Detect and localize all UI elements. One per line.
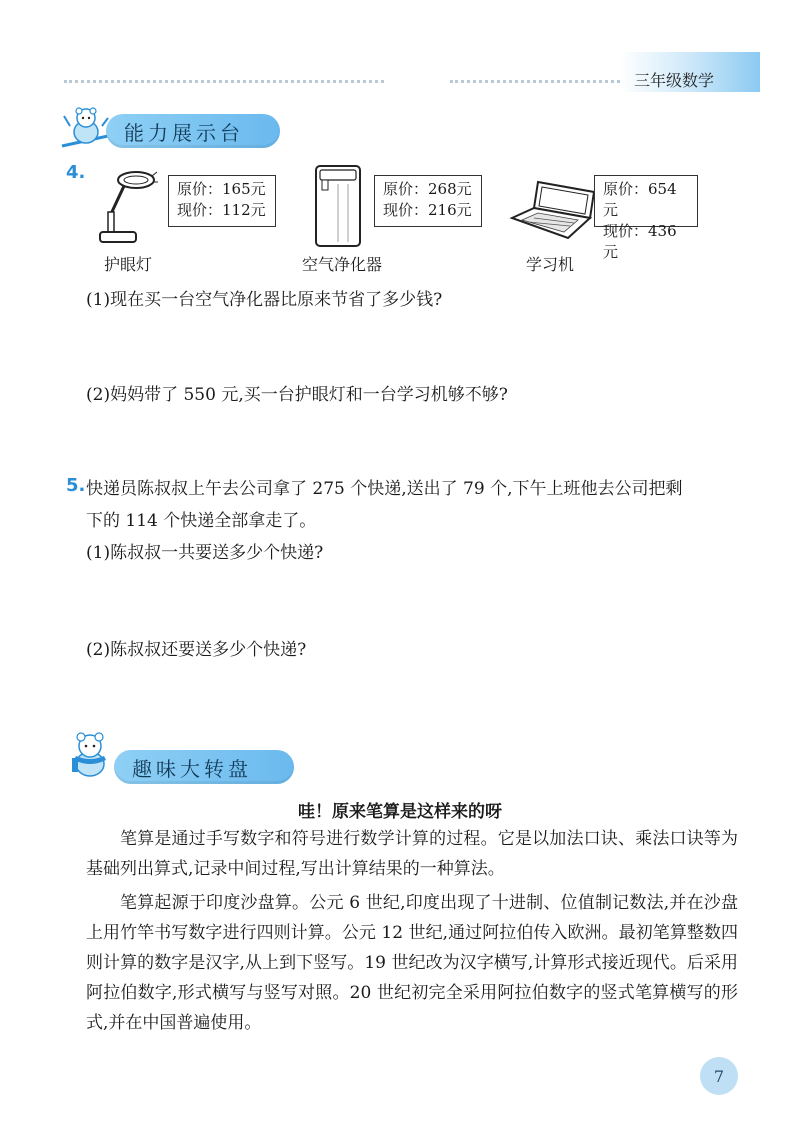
q4-sub-question-2: (2)妈妈带了 550 元,买一台护眼灯和一台学习机够不够? xyxy=(86,385,508,405)
story-paragraph-1: 笔算是通过手写数字和符号进行数学计算的过程。它是以加法口诀、乘法口诀等为基础列出算式,记录中间过程,写出计算结果的一种算法。 xyxy=(86,829,738,879)
price-original-purifier: 原价：268元 xyxy=(383,180,472,198)
question-number-5: 5. xyxy=(66,475,86,496)
price-current-learning-machine: 现价：436元 xyxy=(603,222,677,261)
q5-stem-line-2: 下的 114 个快递全部拿走了。 xyxy=(86,511,317,531)
price-box-purifier xyxy=(374,175,482,227)
laptop-icon xyxy=(508,178,598,244)
section-title-fun: 趣味大转盘 xyxy=(132,756,252,781)
product-label-lamp: 护眼灯 xyxy=(104,255,153,274)
header-dotted-rule-right xyxy=(450,80,620,83)
price-box-lamp xyxy=(168,175,276,227)
header-dotted-rule-left xyxy=(64,80,384,83)
air-purifier-icon xyxy=(312,162,364,250)
price-original-learning-machine: 原价：654元 xyxy=(603,180,677,219)
product-label-purifier: 空气净化器 xyxy=(302,255,383,274)
price-original-lamp: 原价：165元 xyxy=(177,180,266,198)
bear-with-scarf-icon xyxy=(64,730,116,780)
story-paragraph-2: 笔算起源于印度沙盘算。公元 6 世纪,印度出现了十进制、位值制记数法,并在沙盘上用竹竿书写数字进行四则计算。公元 12 世纪,通过阿拉伯传入欧洲。最初笔算整数四则计算的数字是汉字,从上到下竖写。19 世纪改为汉字横写,计算形式接近现代。后采用阿拉伯数字,形式横写与竖写对照。20 世纪初完全采用阿拉伯数字的竖式笔算横写的形式,并在中国普遍使用。 xyxy=(86,893,738,1033)
section-title-ability: 能力展示台 xyxy=(124,120,244,145)
desk-lamp-icon xyxy=(96,166,158,248)
story-title: 哇！原来笔算是这样来的呀 xyxy=(298,802,502,822)
header-subject: 三年级数学 xyxy=(634,71,715,90)
skiing-bear-icon xyxy=(60,106,112,152)
product-label-learning-machine: 学习机 xyxy=(526,255,575,274)
price-box-learning-machine xyxy=(594,175,698,261)
section-banner-fun xyxy=(114,750,294,784)
q5-sub-question-1: (1)陈叔叔一共要送多少个快递? xyxy=(86,543,324,563)
question-number-4: 4. xyxy=(66,162,86,183)
price-current-purifier: 现价：216元 xyxy=(383,201,472,219)
section-banner-ability xyxy=(106,114,280,148)
q5-stem-line-1: 快递员陈叔叔上午去公司拿了 275 个快递,送出了 79 个,下午上班他去公司把剩 xyxy=(86,479,683,499)
q5-sub-question-2: (2)陈叔叔还要送多少个快递? xyxy=(86,640,307,660)
price-current-lamp: 现价：112元 xyxy=(177,201,266,219)
page-number: 7 xyxy=(700,1057,738,1095)
q4-sub-question-1: (1)现在买一台空气净化器比原来节省了多少钱? xyxy=(86,290,443,310)
